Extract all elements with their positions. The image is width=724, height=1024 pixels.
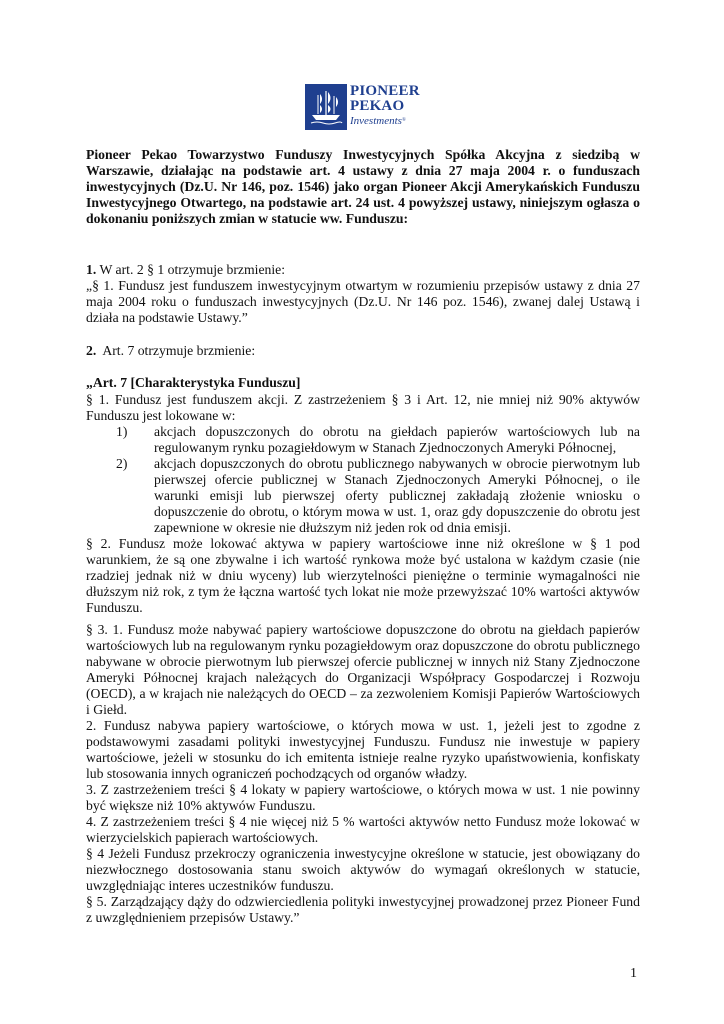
section-4: § 4 Jeżeli Fundusz przekroczy ograniczenia inwestycyjne określone w statucie, jest obowiązany do niezwłocznego dostosowania stanu swoich aktywów do wymagań określonych w statucie, uwzględniając interes uczestników funduszu. [86,846,640,893]
section-3-para-4: 4. Z zastrzeżeniem treści § 4 nie więcej niż 5 % wartości aktywów netto Fundusz może lokować w wierzycielskich papierach wartościowych. [86,814,640,845]
company-logo [305,84,419,130]
list-item-text: akcjach dopuszczonych do obrotu publicznego nabywanych w obrocie pierwotnym lub pierwszej ofercie publicznej w Stanach Zjednoczonych Ameryki Północnej, o ile warunki emisji lub pierwszej oferty publicznej zakładają złożenie wniosku o dopuszczenie do obrotu, o którym mowa w ust. 1, oraz gdy dopuszczenie do obrotu jest zapewnione w okresie nie dłuższym niż jeden rok od dnia emisji. [154,456,640,535]
change-1 [86,262,640,326]
announcement-header: Pioneer Pekao Towarzystwo Funduszy Inwestycyjnych Spółka Akcyjna z siedzibą w Warszawie, działając na podstawie art. 4 ustawy z dnia 27 maja 2004 r. o funduszach inwestycyjnych (Dz.U. Nr 146, poz. 1546) jako organ Pioneer Akcji Amerykańskich Funduszu Inwestycyjnego Otwartego, na podstawie art. 24 ust. 4 powyższej ustawy, niniejszym ogłasza o dokonaniu poniższych zmian w statucie ww. Funduszu: [86,147,640,226]
section-3-para-1: § 3. 1. Fundusz może nabywać papiery wartościowe dopuszczone do obrotu na giełdach papierów wartościowych lub na regulowanym rynku pozagiełdowym oraz dopuszczone do obrotu publicznego nabywane w obrocie pierwotnym lub pierwszej ofercie publicznej w innych niż Stany Zjednoczone Ameryki Północnej krajach należących do Organizacji Współpracy Gospodarczej i Rozwoju (OECD), a w krajach nie należących do OECD – za zezwoleniem Komisji Papierów Wartościowych i Giełd. [86,622,640,717]
logo-line-investments: Investments® [350,115,406,127]
change-1-intro: W art. 2 § 1 otrzymuje brzmienie: [96,262,286,277]
section-3-para-2: 2. Fundusz nabywa papiery wartościowe, o których mowa w ust. 1, jeżeli jest to zgodne z podstawowymi zasadami polityki inwestycyjnej Funduszu. Fundusz nie inwestuje w papiery wartościowe, jeżeli w stosunku do ich emitenta istnieje realne ryzyko upaństwowienia, konfiskaty lub stosowania innych ograniczeń pochodzących od organów władzy. [86,718,640,781]
change-1-text: „§ 1. Fundusz jest funduszem inwestycyjnym otwartym w rozumieniu przepisów ustawy z dnia 27 maja 2004 roku o funduszach inwestycyjnych (Dz.U. Nr 146 poz. 1546), zwanej dalej Ustawą i działa na podstawie Ustawy.” [86,278,640,325]
list-item-number: 2) [116,456,128,471]
logo-line-pekao: PEKAO [350,98,405,114]
section-3-para-3: 3. Z zastrzeżeniem treści § 4 lokaty w papiery wartościowe, o których mowa w ust. 1 nie powinny być większe niż 10% aktywów Funduszu. [86,782,640,813]
change-2-number: 2. [86,343,97,358]
section-1-intro: § 1. Fundusz jest funduszem akcji. Z zastrzeżeniem § 3 i Art. 12, nie mniej niż 90% aktywów Funduszu jest lokowane w: [86,392,640,423]
section-5: § 5. Zarządzający dąży do odzwierciedlenia polityki inwestycyjnej prowadzonej przez Pioneer Fund z uwzględnieniem przepisów Ustawy.” [86,894,640,925]
change-2-intro: Art. 7 otrzymuje brzmienie: [96,343,256,358]
logo-line-pioneer: PIONEER [350,83,420,99]
list-item-number: 1) [116,424,128,439]
sailing-ship-icon [305,84,347,130]
list-item [86,456,640,536]
art7-heading: „Art. 7 [Charakterystyka Funduszu] [86,375,301,390]
change-2 [86,343,640,359]
list-item [86,424,640,456]
change-1-number: 1. [86,262,97,277]
section-2: § 2. Fundusz może lokować aktywa w papiery wartościowe inne niż określone w § 1 pod warunkiem, że są one zbywalne i ich wartość rynkowa może być ustalona w każdym czasie (nie rzadziej jednak niż w dniu wyceny) lub wierzytelności pieniężne o terminie wymagalności nie dłuższym niż rok, z tym że łączna wartość tych lokat nie może przewyższać 10% wartości aktywów Funduszu. [86,536,640,615]
page-number: 1 [630,966,637,981]
art7-body [86,392,640,926]
list-item-text: akcjach dopuszczonych do obrotu na giełdach papierów wartościowych lub na regulowanym rynku pozagiełdowym w Stanach Zjednoczonych Ameryki Północnej, [154,424,640,455]
